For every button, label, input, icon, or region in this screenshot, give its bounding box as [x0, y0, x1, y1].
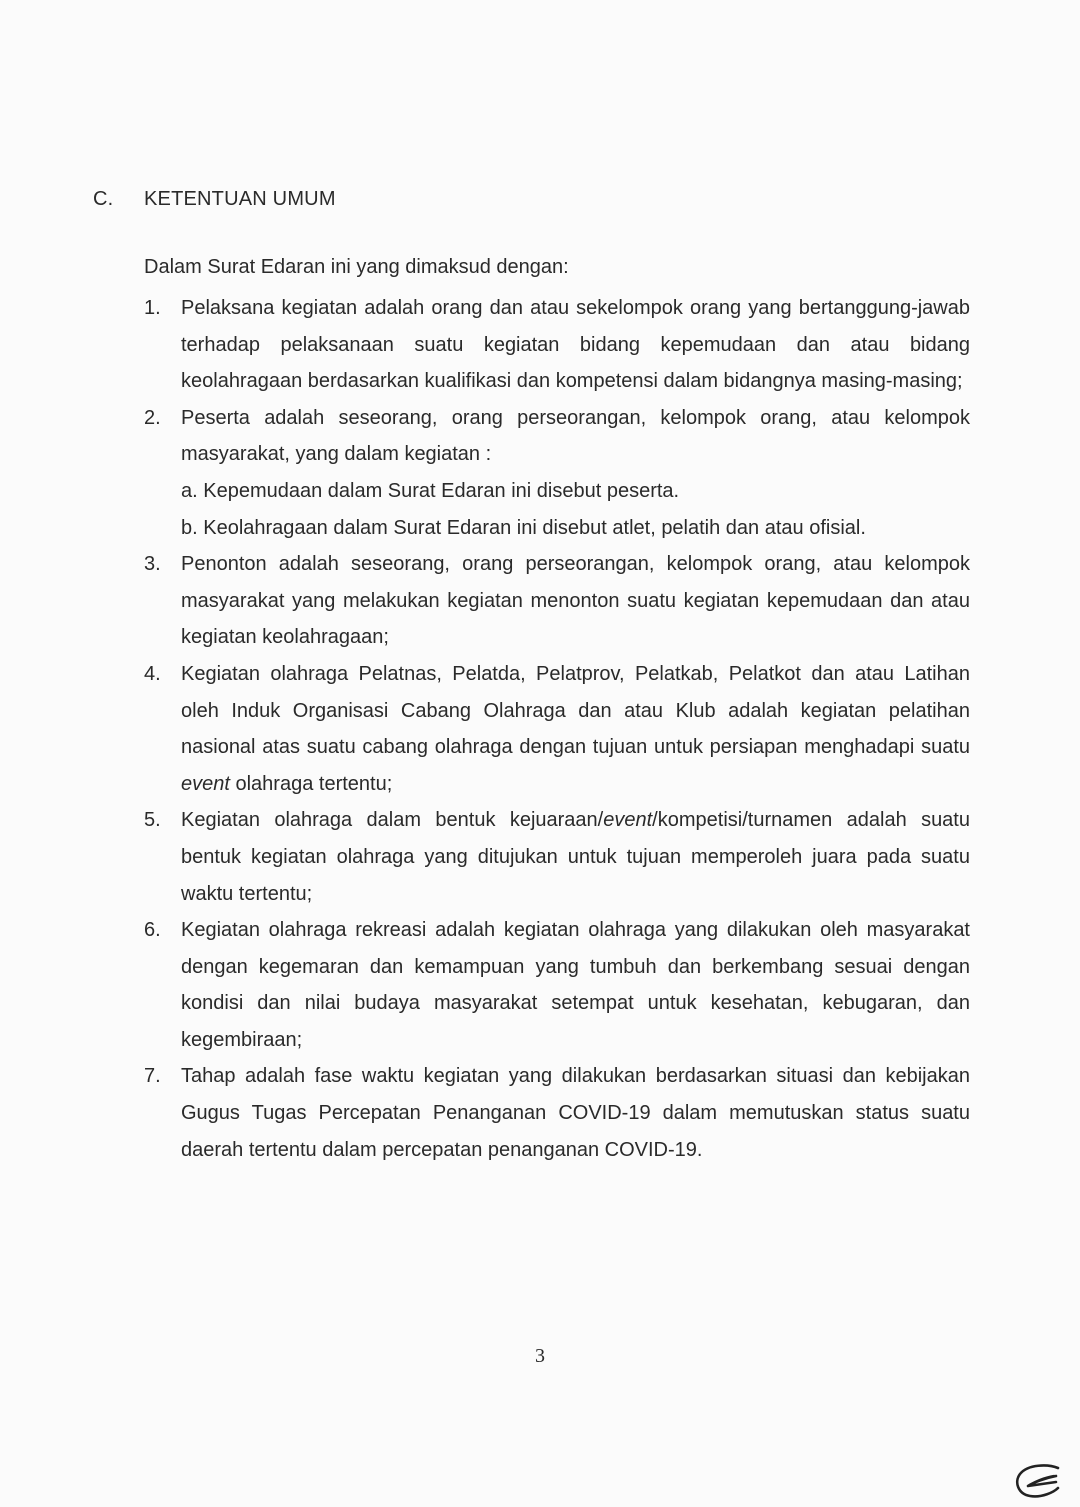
- item-number: 5.: [144, 809, 161, 832]
- item-italic: event: [603, 809, 653, 832]
- item-number: 1.: [144, 297, 161, 319]
- list-item: [144, 290, 970, 400]
- item-text: Kegiatan olahraga dalam bentuk kejuaraan/: [181, 809, 604, 832]
- list-item: [144, 400, 970, 546]
- item-italic: event: [181, 772, 230, 795]
- intro-paragraph: Dalam Surat Edaran ini yang dimaksud dengan:: [144, 256, 569, 278]
- list-item: [144, 656, 970, 802]
- item-number: 6.: [144, 919, 161, 942]
- item-text: Pelaksana kegiatan adalah orang dan atau sekelompok orang yang bertanggung-jawab terhadap pelaksanaan suatu kegiatan bidang kepemudaan dan atau bidang keolahragaan berdasarkan kualifikasi dan kompetensi dalam bidangnya masing-masing;: [181, 297, 970, 393]
- item-text: /kompetisi/turnamen adalah suatu bentuk kegiatan olahraga yang ditujukan untuk tujuan memperoleh juara pada suatu waktu tertentu;: [181, 809, 970, 905]
- item-text: Kegiatan olahraga rekreasi adalah kegiatan olahraga yang dilakukan oleh masyarakat dengan kegemaran dan kemampuan yang tumbuh dan berkembang sesuai dengan kondisi dan nilai budaya masyarakat setempat untuk kesehatan, kebugaran, dan kegembiraan;: [181, 919, 970, 1051]
- handwritten-initial-icon: [1012, 1462, 1064, 1500]
- sub-item: a. Kepemudaan dalam Surat Edaran ini disebut peserta.: [181, 479, 680, 502]
- item-text: Penonton adalah seseorang, orang perseorangan, kelompok orang, atau kelompok masyarakat yang melakukan kegiatan menonton suatu kegiatan kepemudaan dan atau kegiatan keolahragaan;: [181, 553, 970, 649]
- item-text: Peserta adalah seseorang, orang perseorangan, kelompok orang, atau kelompok masyarakat, yang dalam kegiatan :: [181, 406, 970, 466]
- item-text: olahraga tertentu;: [229, 772, 393, 795]
- item-number: 3.: [144, 553, 161, 576]
- section-heading: [93, 188, 336, 211]
- list-item: [144, 912, 970, 1058]
- item-number: 2.: [144, 406, 161, 429]
- page-number: 3: [535, 1345, 545, 1367]
- list-item: [144, 546, 970, 656]
- item-number: 7.: [144, 1065, 161, 1088]
- list-item: [144, 1058, 970, 1168]
- list-item: [144, 802, 970, 912]
- item-text: Kegiatan olahraga Pelatnas, Pelatda, Pelatprov, Pelatkab, Pelatkot dan atau Latihan oleh Induk Organisasi Cabang Olahraga dan atau Klub adalah kegiatan pelatihan nasional atas suatu cabang olahraga dengan tujuan untuk persiapan menghadapi suatu: [181, 662, 970, 759]
- section-title: KETENTUAN UMUM: [144, 188, 336, 210]
- item-text: Tahap adalah fase waktu kegiatan yang dilakukan berdasarkan situasi dan kebijakan Gugus Tugas Percepatan Penanganan COVID-19 dalam memutuskan status suatu daerah tertentu dalam percepatan penanganan COVID-19.: [181, 1065, 970, 1161]
- section-letter: C.: [93, 188, 114, 210]
- sub-item: b. Keolahragaan dalam Surat Edaran ini disebut atlet, pelatih dan atau ofisial.: [181, 516, 866, 539]
- item-number: 4.: [144, 662, 161, 685]
- definition-list: [144, 290, 970, 1168]
